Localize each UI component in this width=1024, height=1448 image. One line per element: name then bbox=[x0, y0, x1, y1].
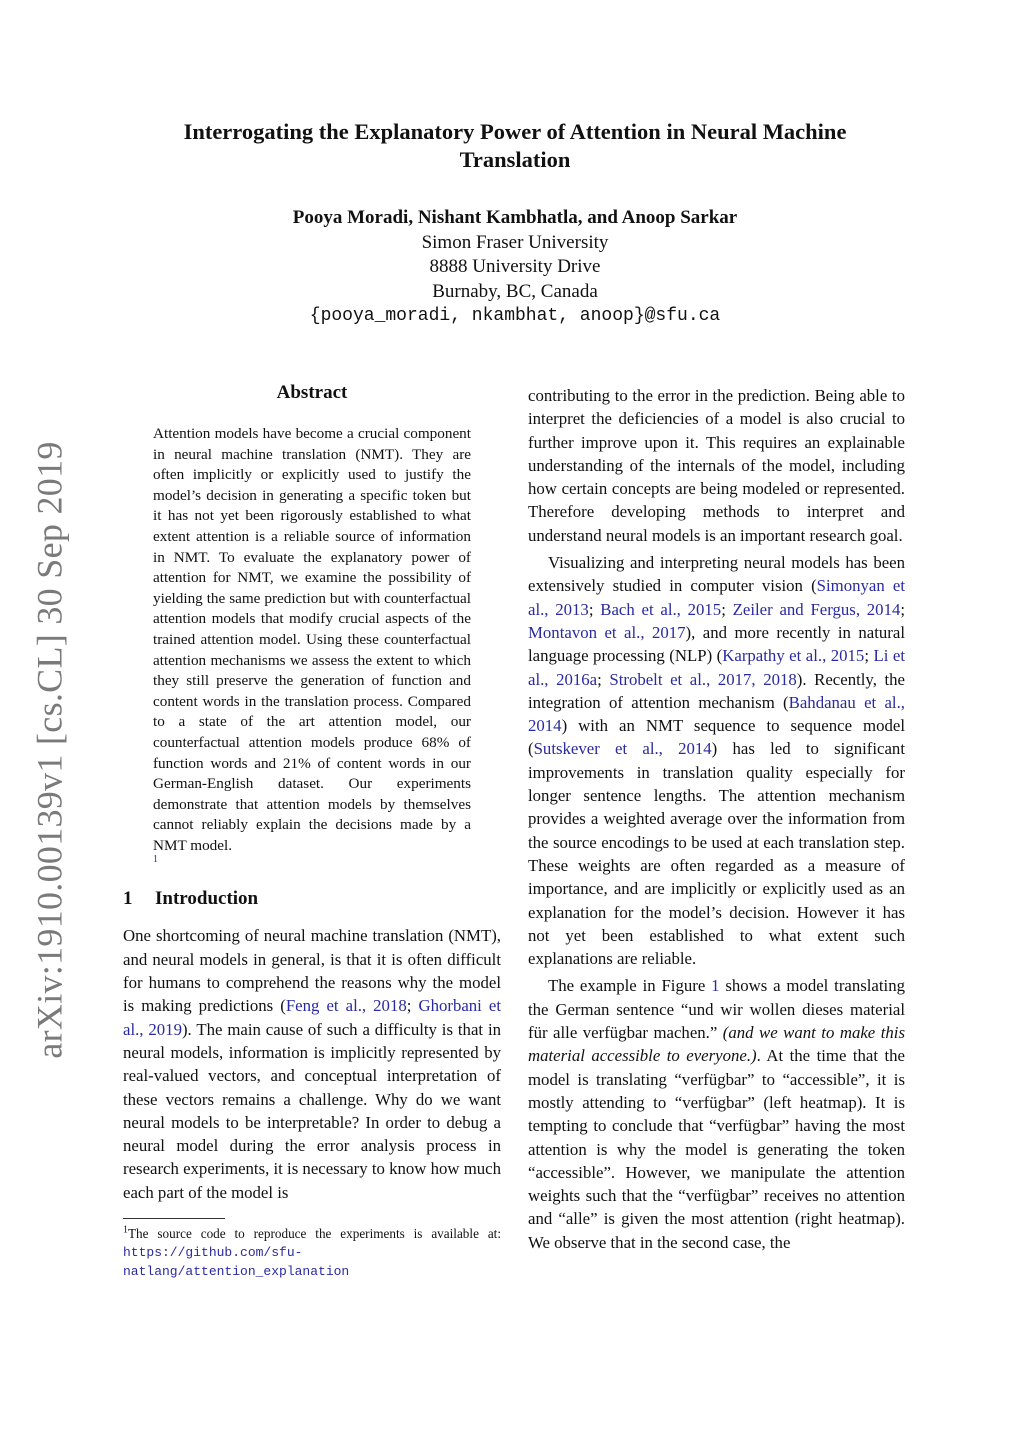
intro-paragraph bbox=[123, 924, 501, 1204]
address-line: 8888 University Drive bbox=[429, 256, 601, 277]
text-span: . At the time that the model is translating “verfügbar” to “accessible”, it is mostly attending to “verfügbar” (left heatmap). It is tempting to conclude that “verfügbar” having the most attention is why the model is generating the token “accessible”. However, we manipulate the attention weights such that the “verfügbar” receives no attention and “alle” is given the most attention (right heatmap). We observe that in the second case, the bbox=[528, 1046, 905, 1252]
citation-link[interactable]: Bach et al., 2015 bbox=[600, 599, 722, 619]
citation-link[interactable]: Zeiler and Fergus, 2014 bbox=[732, 599, 901, 619]
figure-reference-link[interactable]: 1 bbox=[711, 976, 720, 996]
citation-link[interactable]: Feng et al., 2018 bbox=[285, 996, 407, 1016]
section-number: 1 bbox=[123, 888, 133, 910]
author-block bbox=[120, 206, 910, 329]
text-span: The example in Figure bbox=[548, 976, 712, 996]
citation-separator: ; bbox=[406, 996, 419, 1016]
abstract-text: Attention models have become a crucial component in neural machine translation (NMT). They are often implicitly or explicitly used to justify the model’s decision in generating a specific token but it has not yet been rigorously established to what extent attention is a reliable source of information in NMT. To evaluate the explanatory power of attention for NMT, we examine the possibility of yielding the same prediction but with counterfactual attention models that modify crucial aspects of the trained attention model. Using these counterfactual attention mechanisms we assess the extent to which they still preserve the generation of function and content words in the translation process. Compared to a state of the art attention model, our counterfactual attention models produce 68% of function words and 21% of content words in our German-English dataset. Our experiments demonstrate that attention models by themselves cannot reliably explain the decisions made by a NMT model. bbox=[153, 425, 471, 854]
footnote-number: 1 bbox=[123, 1224, 128, 1236]
footnote-divider bbox=[123, 1218, 225, 1219]
abstract-heading: Abstract bbox=[276, 382, 348, 403]
section-heading-introduction bbox=[123, 888, 501, 910]
citation-link[interactable]: Ghorbani et al., 2019 bbox=[123, 996, 501, 1039]
paragraph-figure-example bbox=[528, 974, 905, 1254]
arxiv-stamp-text: arXiv:1910.00139v1 [cs.CL] 30 Sep 2019 bbox=[30, 441, 70, 1059]
citation-link[interactable]: Strobelt et al., 2017, 2018 bbox=[609, 669, 797, 689]
italic-translation: (and we want to make this material accessible to everyone.) bbox=[528, 1023, 905, 1066]
citation-link[interactable]: Bahdanau et al., 2014 bbox=[528, 692, 905, 736]
text-span: shows a model translating the German sentence “und wir wollen dieses material für alle verfügbar machen.” bbox=[528, 976, 905, 1043]
left-column bbox=[123, 382, 501, 1281]
citation-link[interactable]: Montavon et al., 2017 bbox=[528, 622, 686, 642]
intro-text-a: One shortcoming of neural machine translation (NMT), and neural models in general, is that it is often difficult for humans to comprehend the reasons why the model is making predictions ( bbox=[123, 926, 501, 1016]
title-line-2: Translation bbox=[459, 147, 571, 172]
section-title: Introduction bbox=[155, 888, 259, 910]
footnote-text: The source code to reproduce the experiments is available at: bbox=[128, 1226, 501, 1242]
footnote bbox=[123, 1225, 501, 1281]
author-names: Pooya Moradi, Nishant Kambhatla, and Anoop Sarkar bbox=[292, 207, 738, 228]
text-span: ) has led to significant improvements in translation quality especially for longer sentence lengths. The attention mechanism provides a weighted average over the information from the source encodings to be used at each translation step. These weights are often regarded as a measure of importance, and are implicitly or explicitly used as an explanation for the model’s decision. However it has not yet been established to what extent such explanations are reliable. bbox=[528, 739, 905, 969]
title-line-1: Interrogating the Explanatory Power of Attention in Neural Machine bbox=[183, 119, 847, 144]
paper-title bbox=[120, 118, 910, 174]
citation-link[interactable]: Sutskever et al., 2014 bbox=[533, 739, 712, 759]
citation-link[interactable]: Karpathy et al., 2015 bbox=[722, 646, 865, 666]
abstract-footnote-mark[interactable]: 1 bbox=[153, 854, 158, 866]
right-column bbox=[528, 384, 905, 1254]
text-span: ), and more recently in natural language processing (NLP) ( bbox=[528, 622, 905, 666]
intro-text-b: ). The main cause of such a difficulty is that in neural models, information is implicitly represented by real-valued vectors, and conceptual interpretation of these vectors remains a challenge. Why do we want neural models to be interpretable? In order to debug a neural model during the error analysis process in research experiments, it is necessary to know how much each part of the model is bbox=[123, 1019, 501, 1202]
affiliation-line: Simon Fraser University bbox=[421, 231, 609, 253]
source-code-link[interactable]: https://github.com/sfu-natlang/attention_explanation bbox=[123, 1245, 350, 1280]
citation-link[interactable]: Li et al., 2016a bbox=[528, 646, 905, 689]
author-emails: {pooya_moradi, nkambhat, anoop}@sfu.ca bbox=[309, 306, 721, 326]
text-span: ). Recently, the integration of attention mechanism ( bbox=[528, 669, 905, 712]
paragraph-continuation: contributing to the error in the prediction. Being able to interpret the deficiencies of a model is also crucial to further improve upon it. This requires an explainable understanding of the internals of the model, including how certain concepts are being modeled or represented. Therefore developing methods to interpret and understand neural models is an important research goal. bbox=[528, 386, 905, 545]
arxiv-identifier-stamp bbox=[30, 430, 70, 1070]
text-span: ) with an NMT sequence to sequence model ( bbox=[528, 716, 905, 759]
paragraph-related-work: Visualizing and interpreting neural models has been extensively studied in computer vision (Simonyan et al., 2013; Bach et al., 2015; Zeiler and Fergus, 2014; Montavon et al., 2017), and more recently in natural language processing (NLP) (Karpathy et al., 2015; Li et al., 2016a; Strobelt et al., 2017, 2018). Recently, the integration of attention mechanism (Bahdanau et al., 2014) with an NMT sequence to sequence model (Sutskever et al., 2014) has led to significant improvements in translation quality especially for longer sentence lengths. The attention mechanism provides a weighted average over the information from the source encodings to be used at each translation step. These weights are often regarded as a measure of importance, and are implicitly or explicitly used as an explanation for the model’s decision. However it has not yet been established to what extent such explanations are reliable. bbox=[528, 553, 906, 969]
citation-link[interactable]: Simonyan et al., 2013 bbox=[528, 576, 905, 619]
text-span: Visualizing and interpreting neural models has been extensively studied in computer vision ( bbox=[528, 553, 905, 596]
city-line: Burnaby, BC, Canada bbox=[432, 280, 598, 302]
